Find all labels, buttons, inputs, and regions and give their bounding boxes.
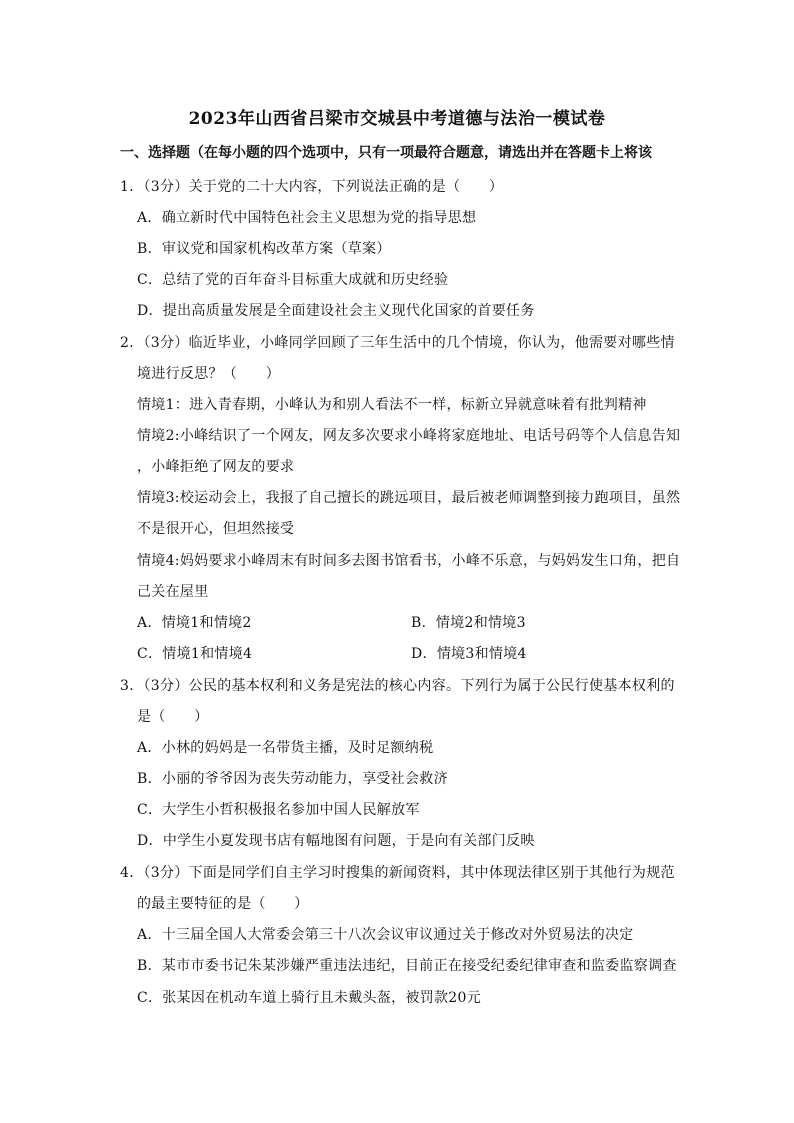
question-3-stem-line-2: 是（ ） [137, 709, 209, 725]
exam-title: 2023年山西省吕梁市交城县中考道德与法治一模试卷 [188, 109, 606, 129]
question-1-option-d: D．提出高质量发展是全面建设社会主义现代化国家的首要任务 [137, 303, 535, 319]
question-3-option-c: C．大学生小哲积极报名参加中国人民解放军 [137, 802, 420, 818]
question-1-option-a: A．确立新时代中国特色社会主义思想为党的指导思想 [137, 210, 477, 226]
question-4-stem-line-2: 的最主要特征的是（ ） [137, 896, 309, 912]
question-3-option-a: A．小林的妈妈是一名带货主播，及时足额纳税 [137, 740, 434, 756]
question-3-option-b: B．小丽的爷爷因为丧失劳动能力，享受社会救济 [137, 771, 448, 787]
question-4-stem-line-1: 4．（3分）下面是同学们自主学习时搜集的新闻资料，其中体现法律区别于其他行为规范 [120, 865, 675, 881]
question-1-stem: 1．（3分）关于党的二十大内容，下列说法正确的是（ ） [120, 179, 504, 195]
question-4-option-a: A．十三届全国人大常委会第三十八次会议审议通过关于修改对外贸易法的决定 [137, 927, 634, 943]
question-4-option-b: B．某市市委书记朱某涉嫌严重违法违纪，目前正在接受纪委纪律审查和监委监察调查 [137, 958, 677, 974]
scenario-4-cont: 己关在屋里 [137, 584, 209, 600]
question-2-option-c: C．情境1和情境4 [137, 646, 253, 662]
scenario-1: 情境1：进入青春期，小峰认为和别人看法不一样，标新立异就意味着有批判精神 [137, 397, 647, 413]
question-2-option-b: B．情境2和情境3 [411, 615, 526, 631]
question-2-stem-line-1: 2．（3分）临近毕业，小峰同学回顾了三年生活中的几个情境，你认为，他需要对哪些情 [120, 335, 675, 351]
question-1-option-c: C．总结了党的百年奋斗目标重大成就和历史经验 [137, 272, 449, 288]
scenario-2-cont: ，小峰拒绝了网友的要求 [137, 459, 295, 475]
question-3-stem-line-1: 3．（3分）公民的基本权利和义务是宪法的核心内容。下列行为属于公民行使基本权利的 [120, 678, 675, 694]
scenario-2: 情境2:小峰结识了一个网友，网友多次要求小峰将家庭地址、电话号码等个人信息告知 [137, 428, 681, 444]
question-1-option-b: B．审议党和国家机构改革方案（草案） [137, 241, 391, 257]
question-2-stem-line-2: 境进行反思？（ ） [137, 366, 280, 382]
scenario-3-cont: 不是很开心，但坦然接受 [137, 521, 295, 537]
question-2-option-d: D．情境3和情境4 [411, 646, 527, 662]
question-2-option-a: A．情境1和情境2 [137, 615, 252, 631]
section-heading: 一、选择题（在每小题的四个选项中，只有一项最符合题意，请选出并在答题卡上将该 [120, 145, 652, 161]
question-4-option-c: C．张某因在机动车道上骑行且未戴头盔，被罚款20元 [137, 990, 482, 1006]
question-3-option-d: D．中学生小夏发现书店有幅地图有问题，于是向有关部门反映 [137, 833, 535, 849]
scenario-3: 情境3:校运动会上，我报了自己擅长的跳远项目，最后被老师调整到接力跑项目，虽然 [137, 490, 681, 506]
scenario-4: 情境4:妈妈要求小峰周末有时间多去图书馆看书，小峰不乐意，与妈妈发生口角，把自 [137, 553, 681, 569]
